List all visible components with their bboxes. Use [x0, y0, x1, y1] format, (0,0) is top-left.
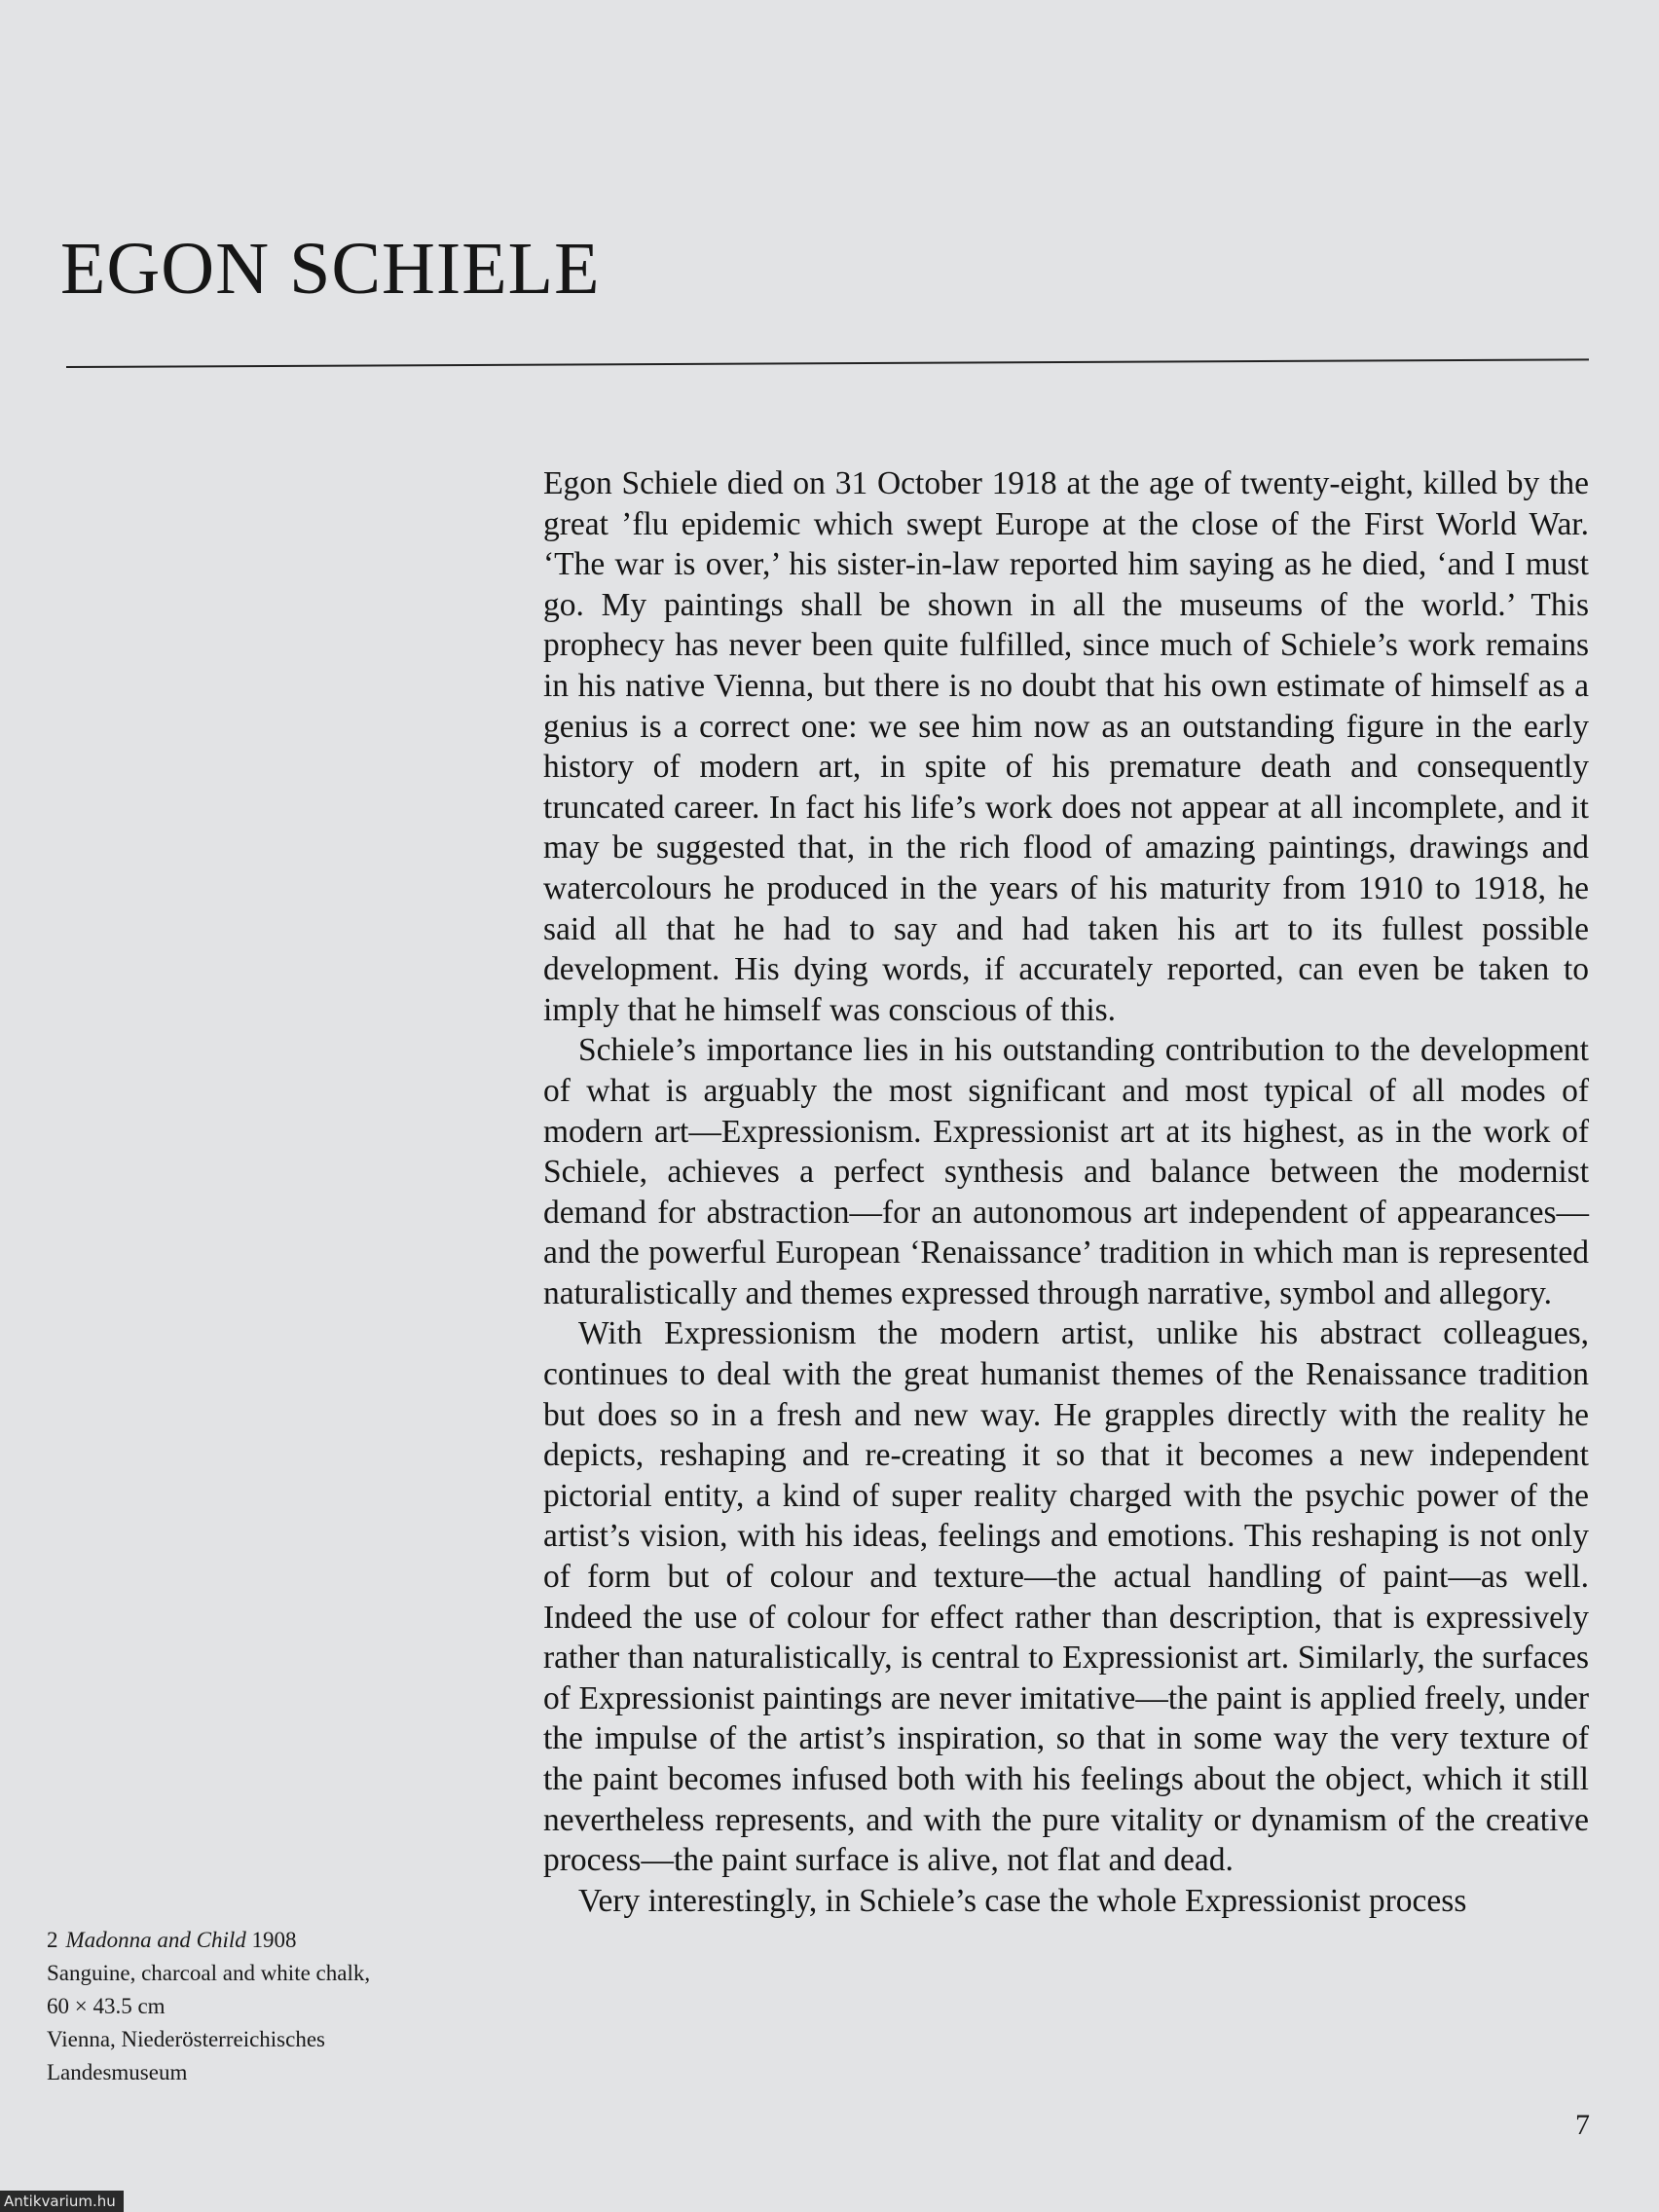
caption-institution: Landesmuseum — [47, 2060, 188, 2084]
caption-location: Vienna, Niederösterreichisches — [47, 2027, 325, 2051]
caption-medium: Sanguine, charcoal and white chalk, — [47, 1961, 371, 1985]
article-body — [543, 463, 1589, 1921]
title-rule — [66, 358, 1589, 368]
page-number: 7 — [1575, 2109, 1590, 2141]
body-paragraph-3: With Expressionism the modern artist, unlike his abstract colleagues, continues to deal with the great humanist themes of the Renaissance tradition but does so in a fresh and new way. He grapples directly with the reality he depicts, reshaping and re-creating it so that it becomes a new independent pictorial entity, a kind of super reality charged with the psychic power of the artist’s vision, with his ideas, feelings and emotions. This reshaping is not only of form but of colour and texture—the actual handling of paint—as well. Indeed the use of colour for effect rather than description, that is expressively rather than naturalistically, is central to Expressionist art. Similarly, the surfaces of Expressionist paintings are never imitative—the paint is applied freely, under the impulse of the artist’s inspiration, so that in some way the very texture of the paint becomes infused both with his feelings about the object, which it still nevertheless represents, and with the pure vitality or dynamism of the creative process—the paint surface is alive, not flat and dead. — [543, 1315, 1589, 1879]
caption-work-title: Madonna and Child — [65, 1928, 246, 1952]
watermark-label: Antikvarium.hu — [0, 2191, 124, 2212]
caption-number: 2 — [47, 1928, 58, 1952]
caption-year: 1908 — [251, 1928, 297, 1952]
caption-title-line — [47, 1924, 475, 1957]
caption-dimensions: 60 × 43.5 cm — [47, 1994, 166, 2018]
body-paragraph-2: Schiele’s importance lies in his outstanding contribution to the development of what is arguably the most significant and most typical of all modes of modern art—Expressionism. Expressionist art at its highest, as in the work of Schiele, achieves a perfect synthesis and balance between the modernist demand for abstraction—for an autonomous art independent of appearances—and the powerful European ‘Renaissance’ tradition in which man is represented naturalistically and themes expressed through narrative, symbol and allegory. — [543, 1032, 1589, 1311]
body-paragraph-1: Egon Schiele died on 31 October 1918 at the age of twenty-eight, killed by the great ’flu epidemic which swept Europe at the close of the First World War. ‘The war is over,’ his sister-in-law reported him saying as he died, ‘and I must go. My paintings shall be shown in all the museums of the world.’ This prophecy has never been quite fulfilled, since much of Schiele’s work remains in his native Vienna, but there is no doubt that his own estimate of himself as a genius is a correct one: we see him now as an outstanding figure in the early history of modern art, in spite of his premature death and consequently truncated career. In fact his life’s work does not appear at all incomplete, and it may be suggested that, in the rich flood of amazing paintings, drawings and watercolours he produced in the years of his maturity from 1910 to 1918, he said all that he had to say and had taken his art to its fullest possible development. His dying words, if accurately reported, can even be taken to imply that he himself was conscious of this. — [543, 465, 1589, 1028]
body-paragraph-4: Very interestingly, in Schiele’s case the whole Expressionist process — [578, 1882, 1467, 1919]
figure-caption — [47, 1924, 475, 2089]
page-title: EGON SCHIELE — [60, 228, 601, 310]
